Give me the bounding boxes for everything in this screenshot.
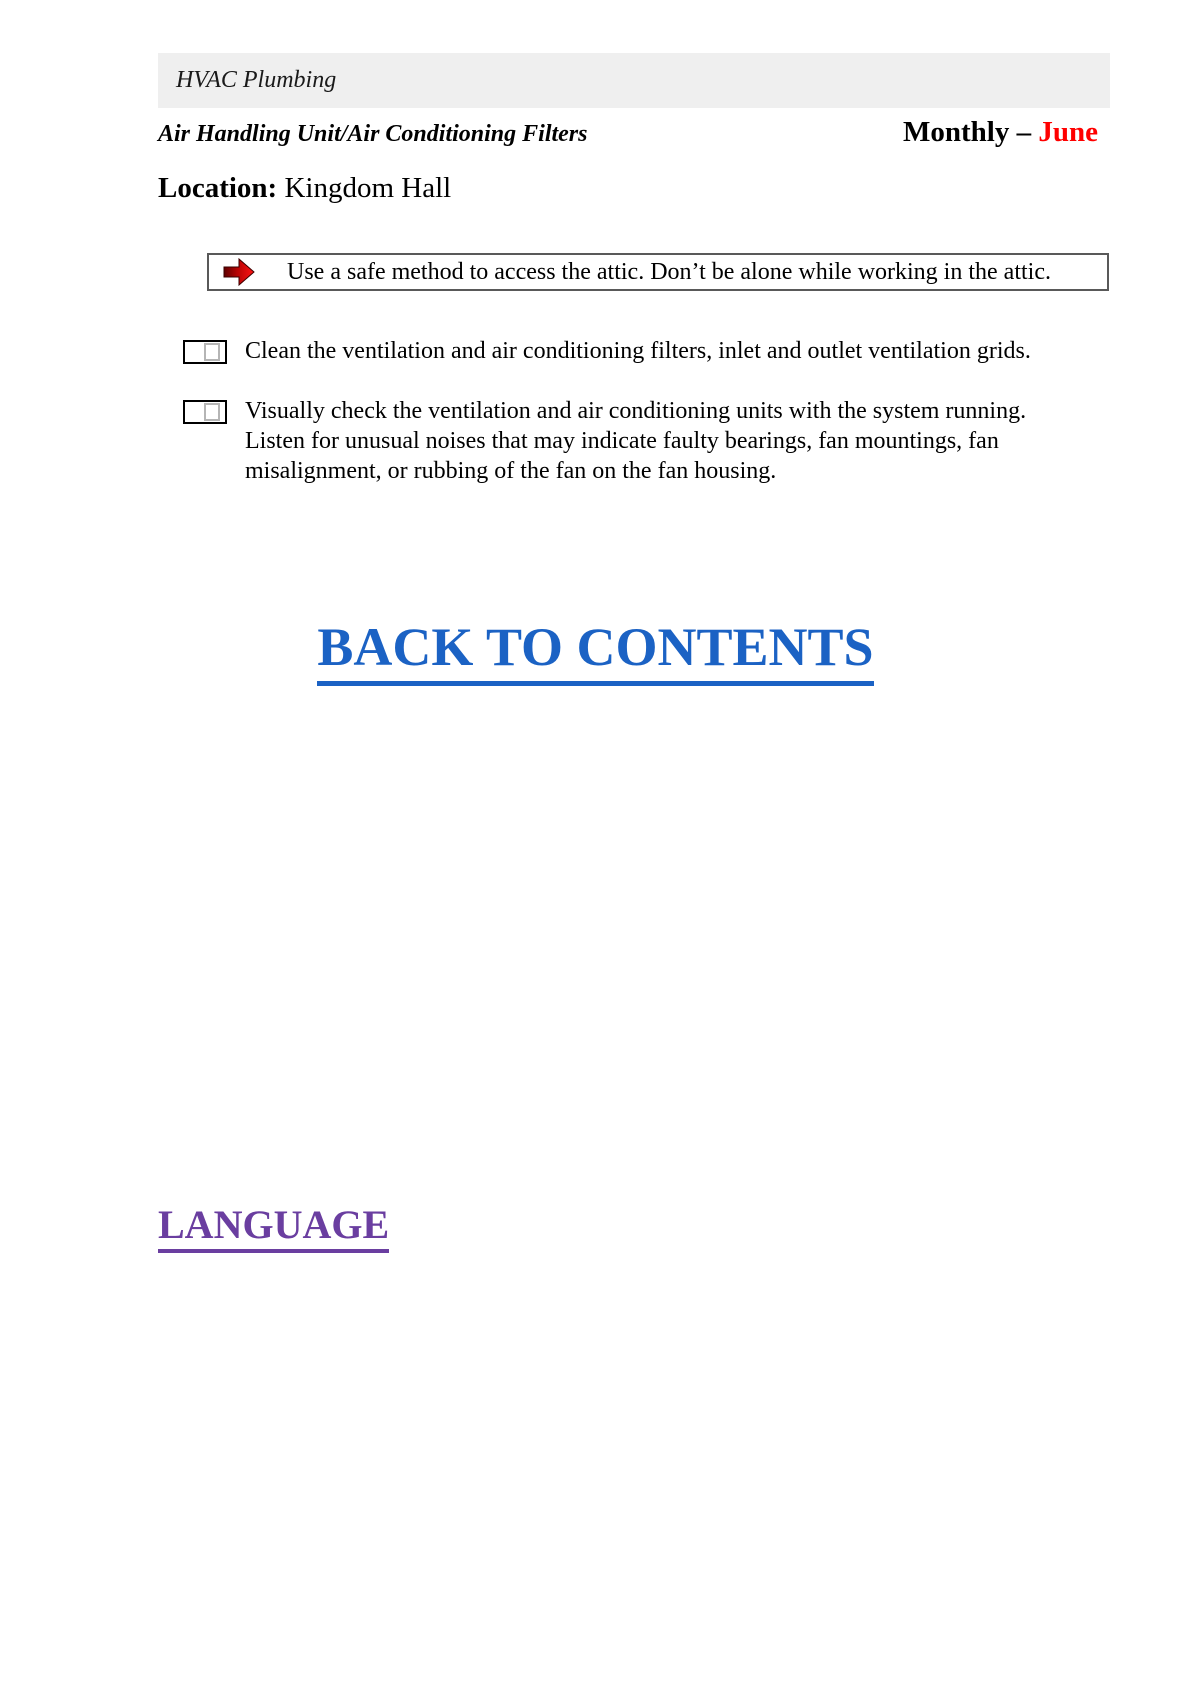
checkbox-glyph [204,343,220,361]
checkbox[interactable] [183,340,227,364]
warning-text: Use a safe method to access the attic. Don’t be alone while working in the attic. [287,258,1051,285]
checklist-item [183,396,1083,486]
back-to-contents-wrap [0,616,1191,686]
section-banner [158,53,1110,108]
back-to-contents-link[interactable]: BACK TO CONTENTS [317,616,873,686]
location-value: Kingdom Hall [277,172,452,204]
red-arrow-right-icon [223,258,255,286]
schedule-prefix: Monthly – [903,116,1039,148]
language-link[interactable]: LANGUAGE [158,1202,389,1253]
location-label: Location: [158,172,278,204]
checklist-item-text: Clean the ventilation and air conditioning filters, inlet and outlet ventilation grids. [245,338,1031,364]
warning-box [207,253,1109,291]
page-title: Air Handling Unit/Air Conditioning Filters [158,121,588,147]
checkbox-glyph [204,403,220,421]
checklist-item [183,336,1083,366]
schedule-label [903,116,1098,149]
subtitle-row [158,116,1110,149]
location-line [158,172,451,205]
schedule-month: June [1038,116,1098,148]
checkbox[interactable] [183,400,227,424]
section-title: HVAC Plumbing [176,67,337,93]
checklist-item-text: Visually check the ventilation and air conditioning units with the system running. Listen for unusual noises that may indicate faulty bearings, fan mountings, fan misalignment, or rubbing of the fan on the fan housing. [245,398,1027,484]
